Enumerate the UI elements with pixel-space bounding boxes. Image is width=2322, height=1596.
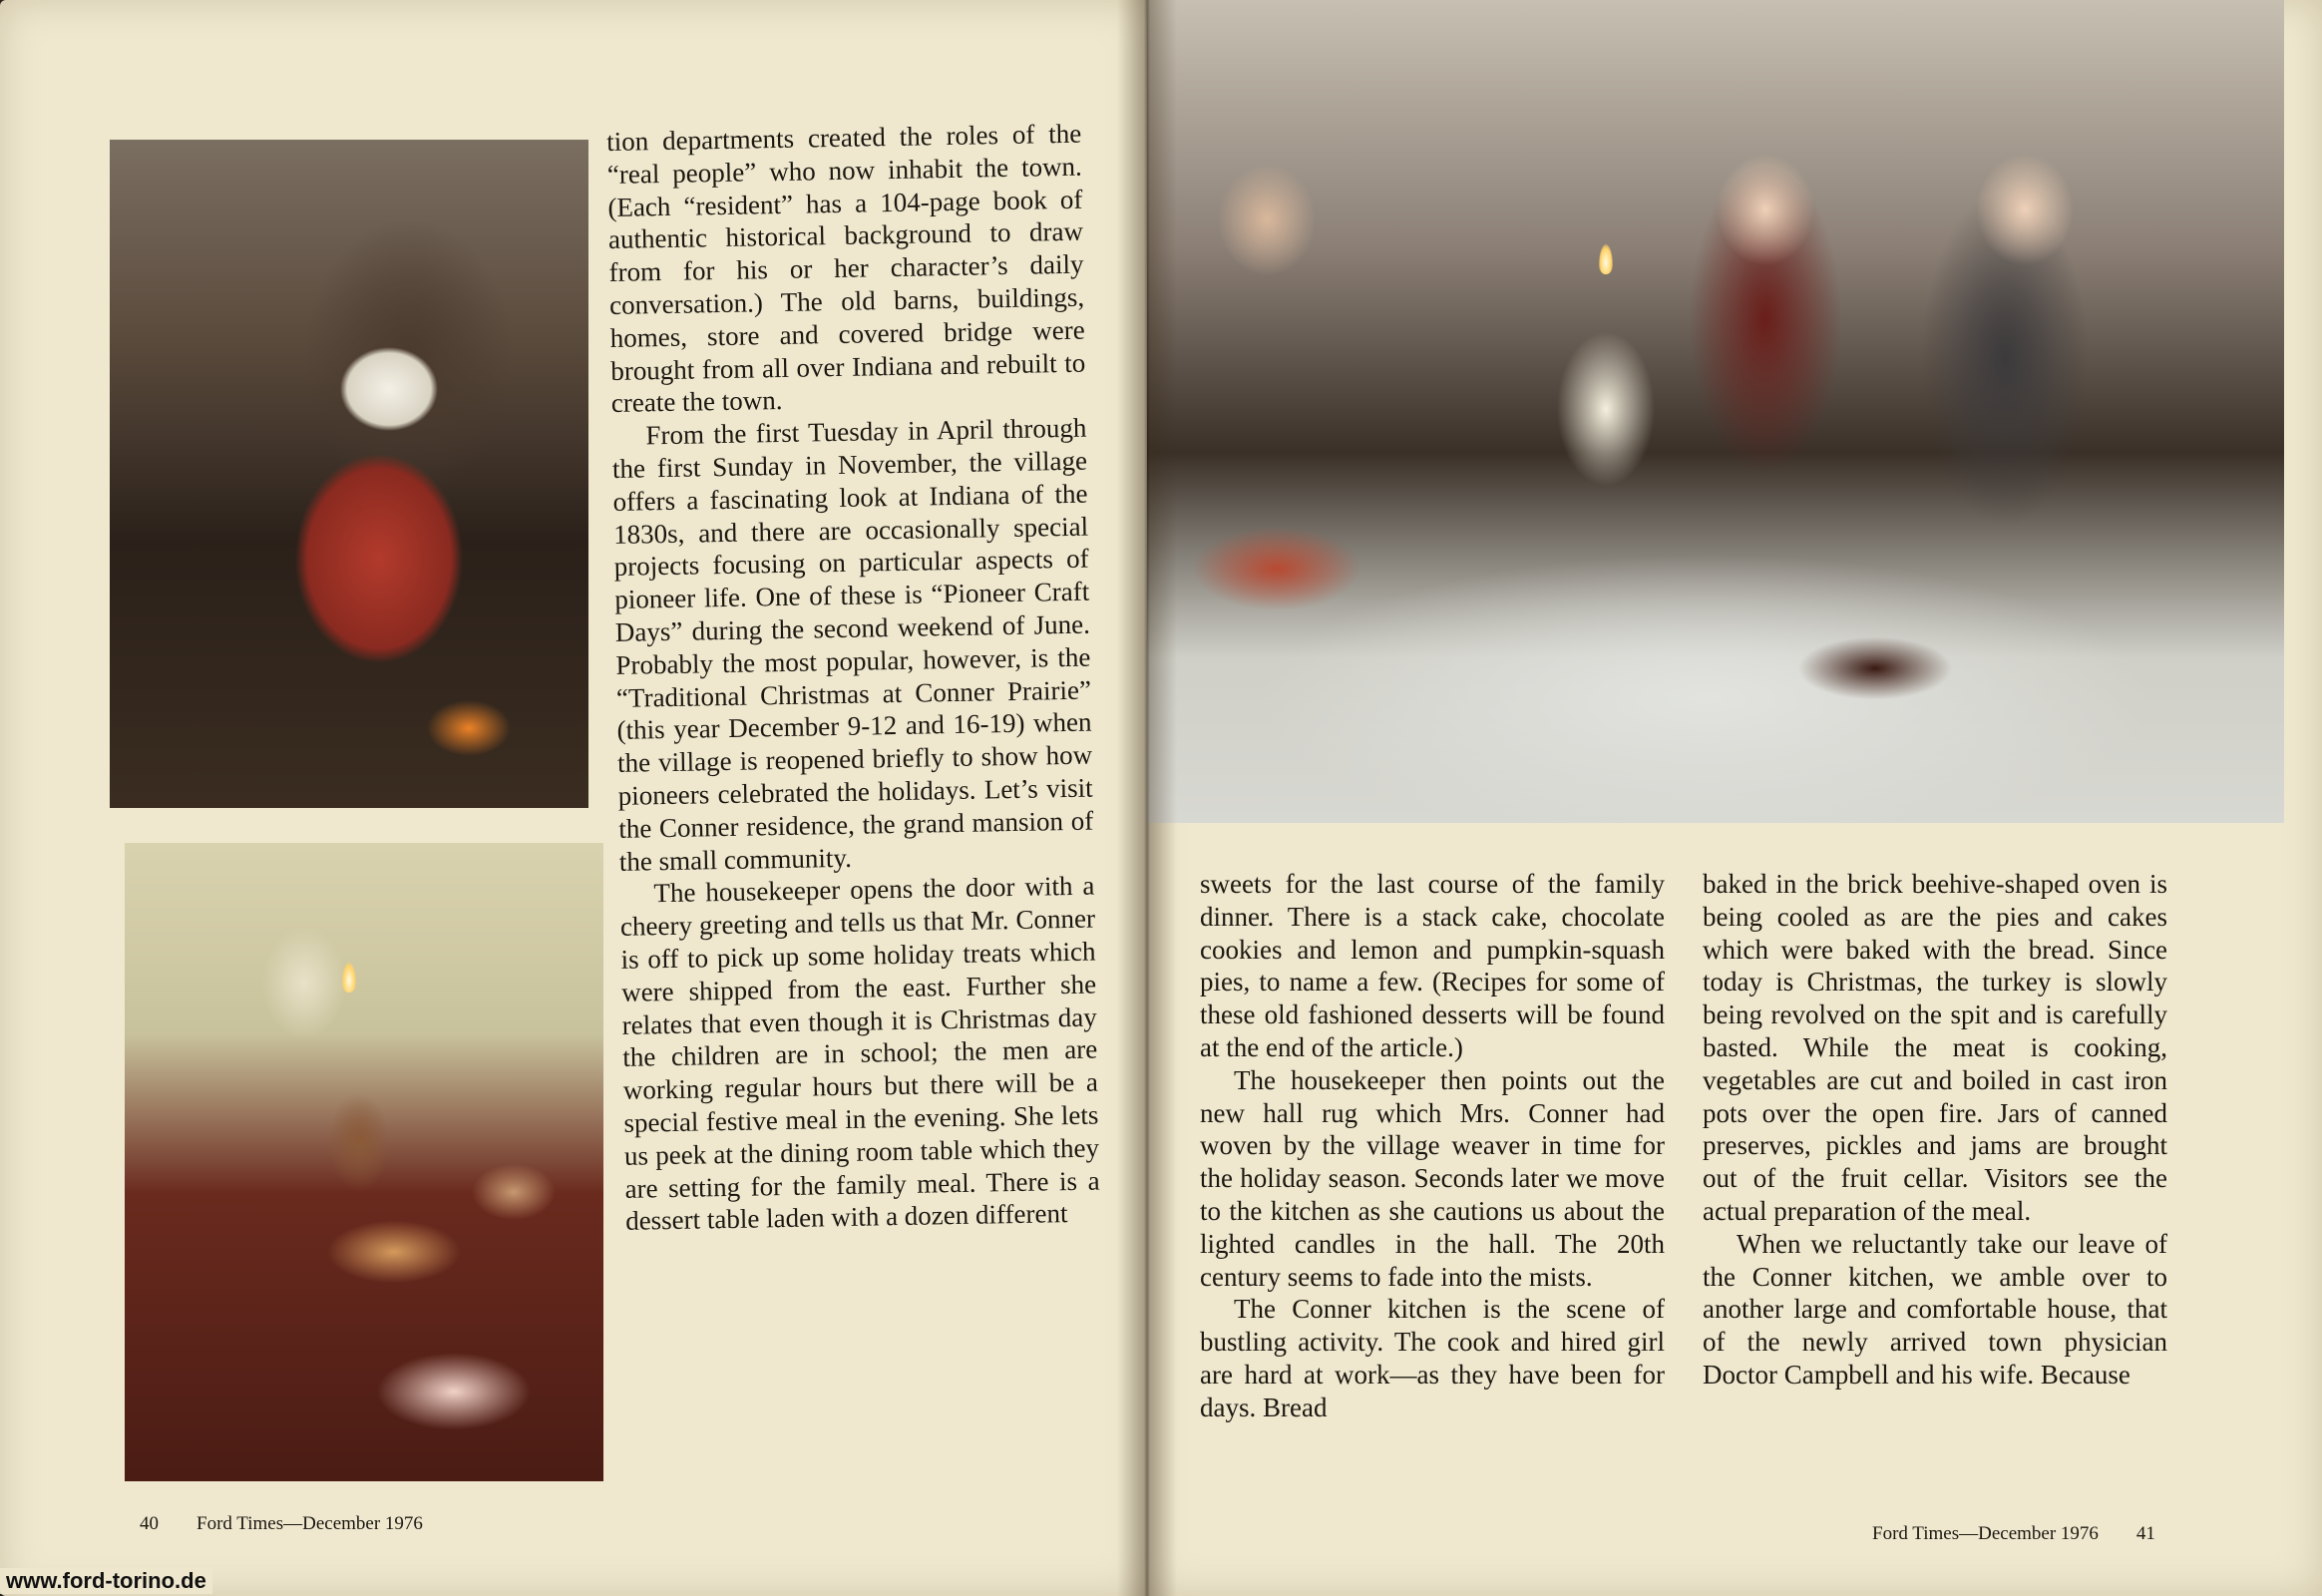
folio-left: 40 Ford Times—December 1976 — [140, 1513, 423, 1534]
book-gutter — [1117, 0, 1177, 1596]
text-column-2 — [1200, 868, 1665, 1424]
photo-dessert-table — [125, 843, 603, 1481]
candle-flame — [342, 963, 356, 993]
paragraph: The Conner kitchen is the scene of bustling activity. The cook and hired girl are hard at work—as they have been for days. Bread — [1200, 1294, 1665, 1422]
text-column-3 — [1703, 868, 2167, 1392]
left-page — [0, 0, 1147, 1596]
paragraph: From the first Tuesday in April through the first Sunday in November, the village offers a fascinating look at Indiana of the 1830s, and there are occasionally special projects focusing on particular aspects of pioneer life. One of these is “Pioneer Craft Days” during the second weekend of June. Probably the most popular, however, is the “Traditional Christmas at Conner Prairie” (this year December 9-12 and 16-19) when the village is reopened briefly to show how pioneers celebrated the holidays. Let’s visit the Conner residence, the grand mansion of the small community. — [611, 412, 1094, 877]
paragraph: The housekeeper then points out the new hall rug which Mrs. Conner had woven by the village weaver in time for the holiday season. Seconds later we move to the kitchen as she cautions us about the lighted candles in the hall. The 20th century seems to fade into the mists. — [1200, 1064, 1665, 1292]
paragraph: tion departments created the roles of the “real people” who now inhabit the town. (Each “resident” has a 104-page book of authentic historical background to draw from for his or her character’s daily conversation.) The old barns, buildings, homes, store and covered bridge were brought from all over Indiana and rebuilt to create the town. — [606, 118, 1086, 419]
paragraph: The housekeeper opens the door with a cheery greeting and tells us that Mr. Conner is off to pick up some holiday treats which were shipped from the east. Further she relates that even though it is Christmas day the children are in school; the men are working regular hours but there will be a special festive meal in the evening. She lets us peek at the dining room table which they are setting for the family meal. There is a dessert table laden with a dozen different — [619, 870, 1100, 1237]
text-column-1 — [606, 118, 1100, 1238]
paragraph: baked in the brick beehive-shaped oven is being cooled as are the pies and cakes which were baked with the bread. Since today is Christmas, the turkey is slowly being revolved on the spit and is carefully basted. While the meat is cooking, vegetables are cut and boiled in cast iron pots over the open fire. Jars of canned preserves, pickles and jams are brought out of the fruit cellar. Visitors see the actual preparation of the meal. — [1703, 869, 2167, 1226]
photo-hearth-cook — [110, 140, 588, 808]
watermark: www.ford-torino.de — [0, 1568, 212, 1594]
paragraph: sweets for the last course of the family dinner. There is a stack cake, chocolate cookies and lemon and pumpkin-squash pies, to name a few. (Recipes for some of these old fashioned desserts will be found at the end of the article.) — [1200, 869, 1665, 1062]
folio-right: Ford Times—December 1976 41 — [1872, 1523, 2155, 1544]
paragraph: When we reluctantly take our leave of the Conner kitchen, we amble over to another large and comfortable house, that of the newly arrived town physician Doctor Campbell and his wife. Because — [1703, 1228, 2167, 1390]
candle-flame — [1599, 244, 1613, 274]
photo-children-at-table — [1147, 0, 2284, 823]
